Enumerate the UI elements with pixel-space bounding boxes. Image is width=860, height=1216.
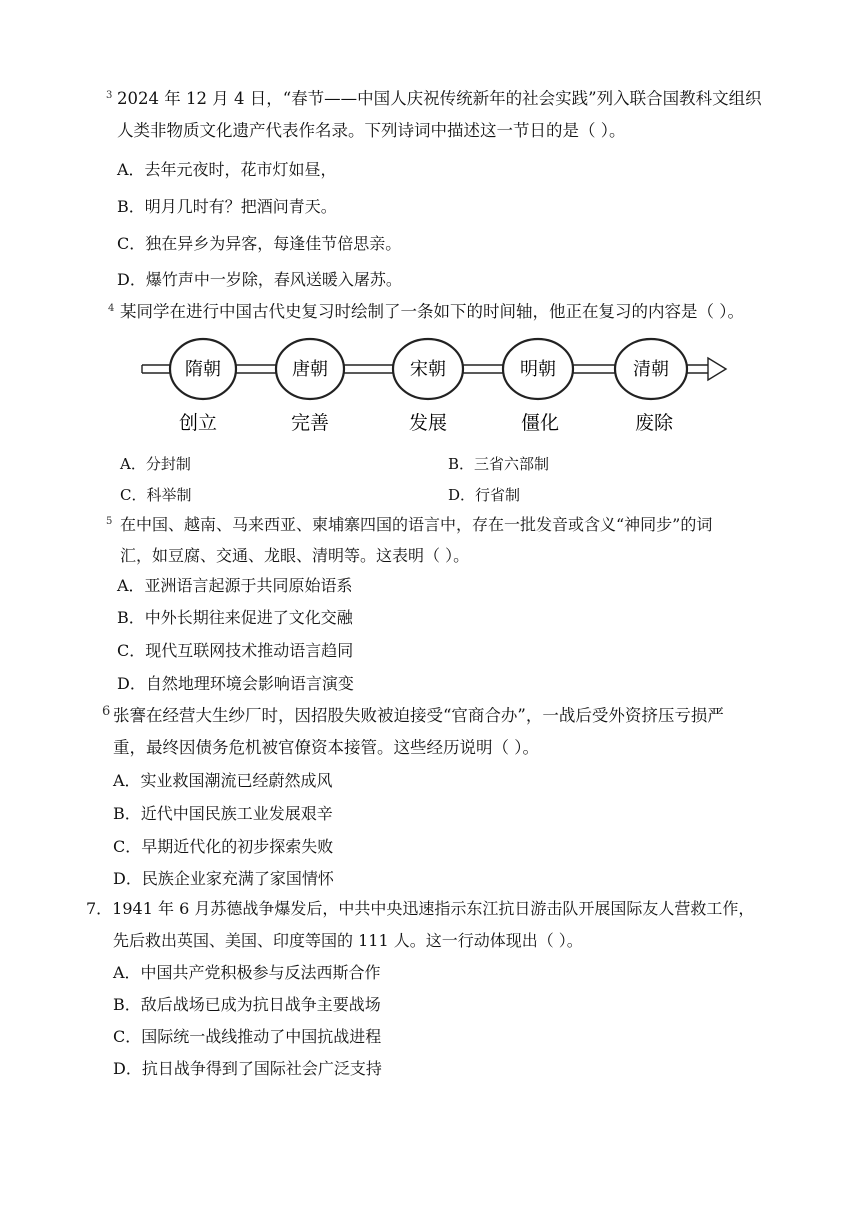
question-stem-line-1: 7．1941 年 6 月苏德战争爆发后，中共中央迅速指示东江抗日游击队开展国际友人营救工作， (86, 899, 755, 918)
stage-label: 废除 (634, 412, 674, 434)
question-stem-line-2: 汇，如豆腐、交通、龙眼、清明等。这表明（ ）。 (120, 546, 470, 565)
option-d: D．抗日战争得到了国际社会广泛支持 (113, 1059, 382, 1078)
dynasty-label: 明朝 (520, 359, 556, 380)
timeline-node-song (393, 339, 463, 434)
question-number: 6 (102, 704, 111, 719)
timeline-node-sui (170, 339, 236, 434)
stage-label: 发展 (408, 412, 448, 434)
option-c: C．早期近代化的初步探索失败 (113, 837, 334, 856)
option-a: A．亚洲语言起源于共同原始语系 (117, 576, 353, 595)
option-b: B．三省六部制 (448, 455, 550, 473)
question-number: 5 (106, 516, 113, 527)
option-b: B．中外长期往来促进了文化交融 (117, 608, 353, 627)
question-stem-line-2: 重，最终因债务危机被官僚资本接管。这些经历说明（ ）。 (113, 738, 539, 757)
stage-label: 完善 (290, 412, 330, 434)
arrow-head-icon (708, 358, 726, 380)
option-d: D．民族企业家充满了家国情怀 (113, 869, 334, 888)
timeline-node-tang (276, 339, 344, 434)
option-d: D．爆竹声中一岁除，春风送暖入屠苏。 (117, 270, 402, 289)
option-d: D．自然地理环境会影响语言演变 (117, 674, 354, 693)
timeline-node-qing (615, 339, 687, 434)
option-a: A．分封制 (120, 455, 191, 473)
option-b: B．敌后战场已成为抗日战争主要战场 (113, 995, 381, 1014)
question-stem-line-1: 在中国、越南、马来西亚、柬埔寨四国的语言中，存在一批发音或含义“神同步”的词 (120, 515, 713, 534)
option-d: D．行省制 (448, 486, 521, 504)
timeline-svg (140, 336, 740, 446)
question-stem-line-2: 先后救出英国、美国、印度等国的 111 人。这一行动体现出（ ）。 (113, 931, 583, 950)
dynasty-label: 隋朝 (185, 359, 221, 380)
option-c: C．独在异乡为异客，每逢佳节倍思亲。 (117, 234, 402, 253)
option-c: C．国际统一战线推动了中国抗战进程 (113, 1027, 382, 1046)
dynasty-label: 唐朝 (292, 359, 328, 380)
stage-label: 创立 (178, 412, 218, 434)
question-number: 4 (108, 303, 115, 314)
option-b: B．明月几时有？把酒问青天。 (117, 197, 337, 216)
option-a: A．中国共产党积极参与反法西斯合作 (113, 963, 381, 982)
question-stem-line-2: 人类非物质文化遗产代表作名录。下列诗词中描述这一节日的是（ ）。 (117, 121, 626, 140)
option-b: B．近代中国民族工业发展艰辛 (113, 804, 333, 823)
option-a: A．实业救国潮流已经蔚然成风 (113, 771, 333, 790)
question-number: 3 (106, 90, 113, 101)
dynasty-label: 清朝 (633, 359, 669, 380)
option-c: C．科举制 (120, 486, 192, 504)
question-stem-line-1: 张謇在经营大生纱厂时，因招股失败被迫接受“官商合办”，一战后受外资挤压亏损严 (113, 706, 724, 725)
question-stem-line-1: 2024 年 12 月 4 日，“春节——中国人庆祝传统新年的社会实践”列入联合国教科文组织 (117, 89, 762, 108)
option-a: A．去年元夜时，花市灯如昼， (117, 160, 337, 179)
dynasty-label: 宋朝 (410, 359, 446, 380)
timeline-diagram (140, 336, 740, 446)
option-c: C．现代互联网技术推动语言趋同 (117, 641, 354, 660)
question-stem-line-1: 某同学在进行中国古代史复习时绘制了一条如下的时间轴，他正在复习的内容是（ ）。 (120, 302, 744, 321)
stage-label: 僵化 (520, 412, 560, 434)
timeline-node-ming (503, 339, 573, 434)
